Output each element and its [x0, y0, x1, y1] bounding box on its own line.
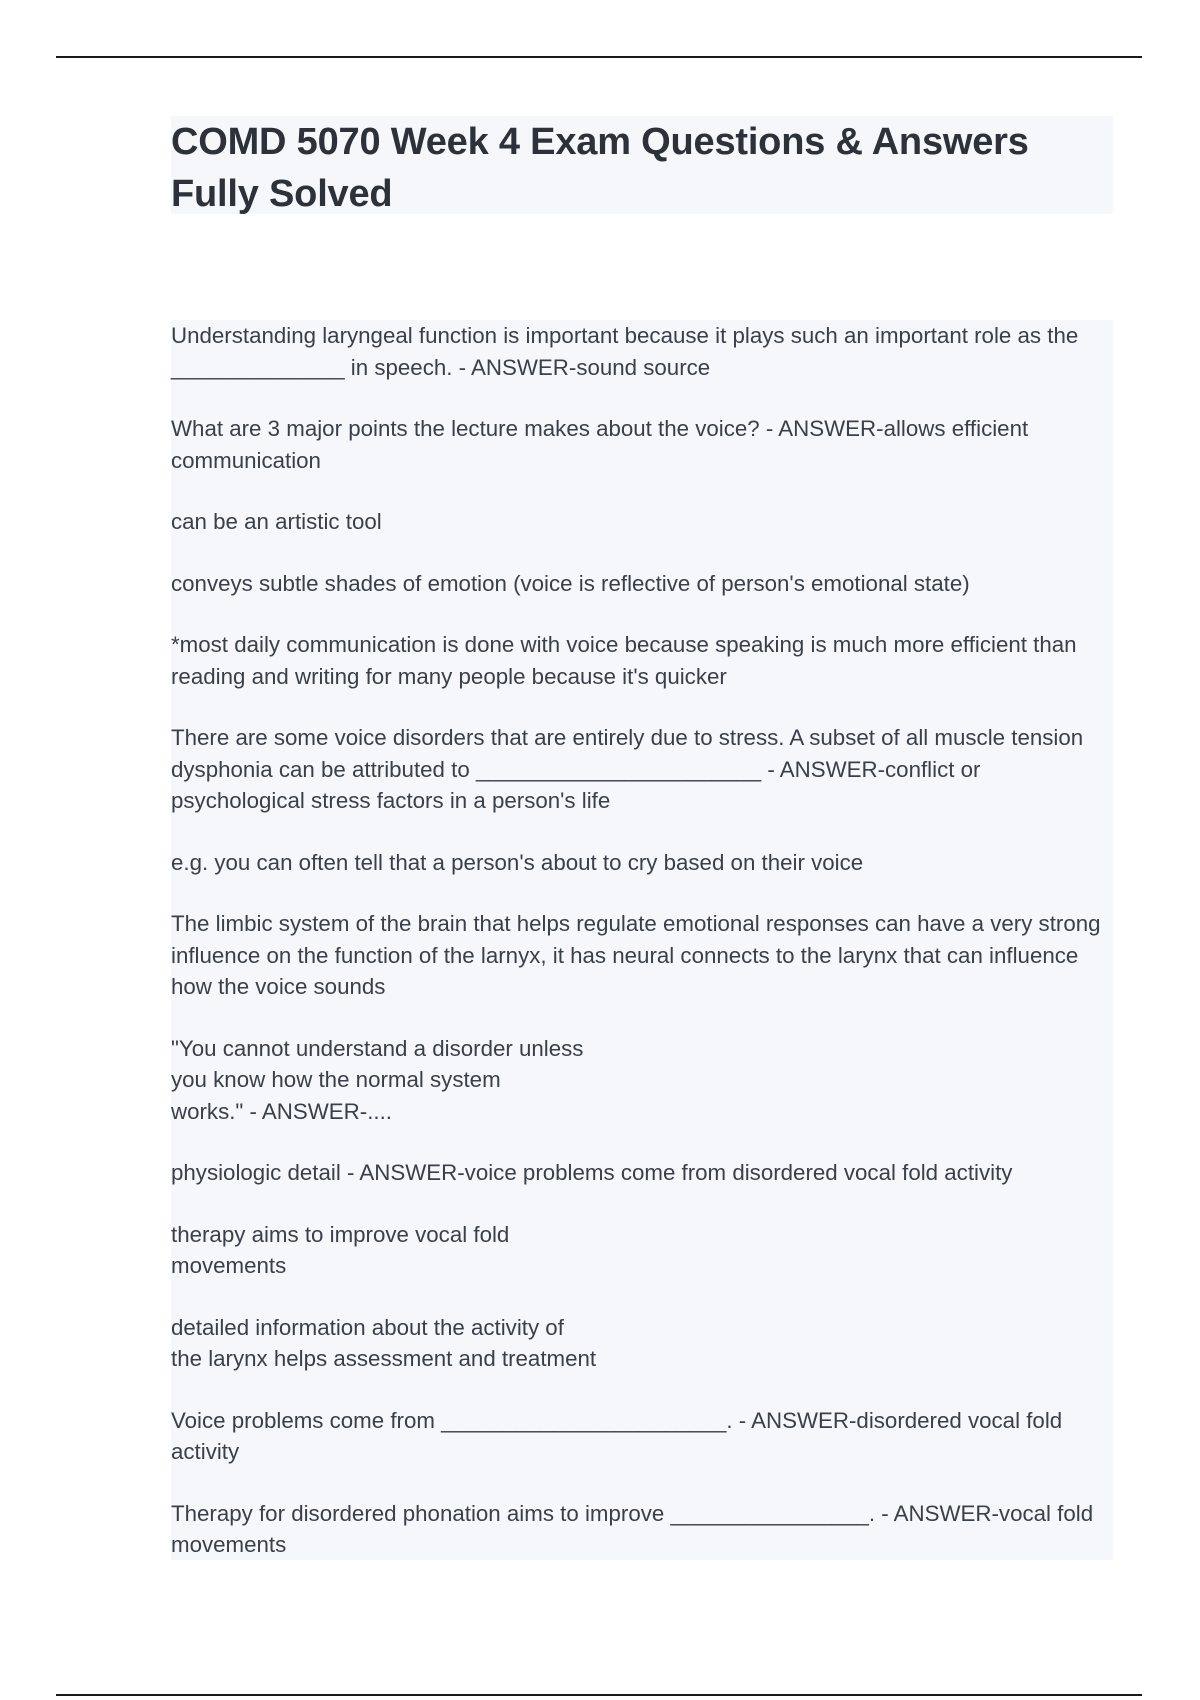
qa-paragraph: can be an artistic tool	[171, 509, 382, 534]
qa-paragraph: e.g. you can often tell that a person's about to cry based on their voice	[171, 849, 864, 875]
bottom-divider	[56, 1694, 1142, 1696]
qa-paragraph: physiologic detail - ANSWER-voice problems come from disordered vocal fold activity	[171, 1160, 1013, 1185]
qa-paragraph: "You cannot understand a disorder unless you know how the normal system works." - ANSWER-....	[171, 1035, 584, 1124]
qa-content	[171, 320, 1113, 1560]
qa-paragraph: The limbic system of the brain that helps regulate emotional responses can have a very strong influence on the function of the larnyx, it has neural connects to the larynx that can influence how the voice sounds	[171, 911, 1101, 999]
qa-paragraph: Therapy for disordered phonation aims to improve ________________. - ANSWER-vocal fold movements	[171, 1500, 1094, 1557]
qa-paragraph: *most daily communication is done with voice because speaking is much more efficient than reading and writing for many people because it's quicker	[171, 632, 1077, 689]
qa-paragraph: There are some voice disorders that are entirely due to stress. A subset of all muscle tension dysphonia can be attributed to _______________________ - ANSWER-conflict or psychological stress factors in a person's life	[171, 725, 1084, 813]
title-block	[171, 116, 1113, 214]
document-title: COMD 5070 Week 4 Exam Questions & Answers Fully Solved	[171, 121, 1029, 215]
qa-paragraph: Voice problems come from _______________________. - ANSWER-disordered vocal fold activity	[171, 1407, 1063, 1464]
top-divider	[56, 56, 1142, 58]
qa-paragraph: conveys subtle shades of emotion (voice is reflective of person's emotional state)	[171, 570, 970, 596]
qa-paragraph: detailed information about the activity of the larynx helps assessment and treatment	[171, 1314, 597, 1371]
qa-paragraph: Understanding laryngeal function is important because it plays such an important role as the ______________ in speech. - ANSWER-sound source	[171, 323, 1079, 380]
qa-paragraph: What are 3 major points the lecture makes about the voice? - ANSWER-allows efficient communication	[171, 416, 1029, 473]
qa-paragraph: therapy aims to improve vocal fold movements	[171, 1221, 510, 1278]
